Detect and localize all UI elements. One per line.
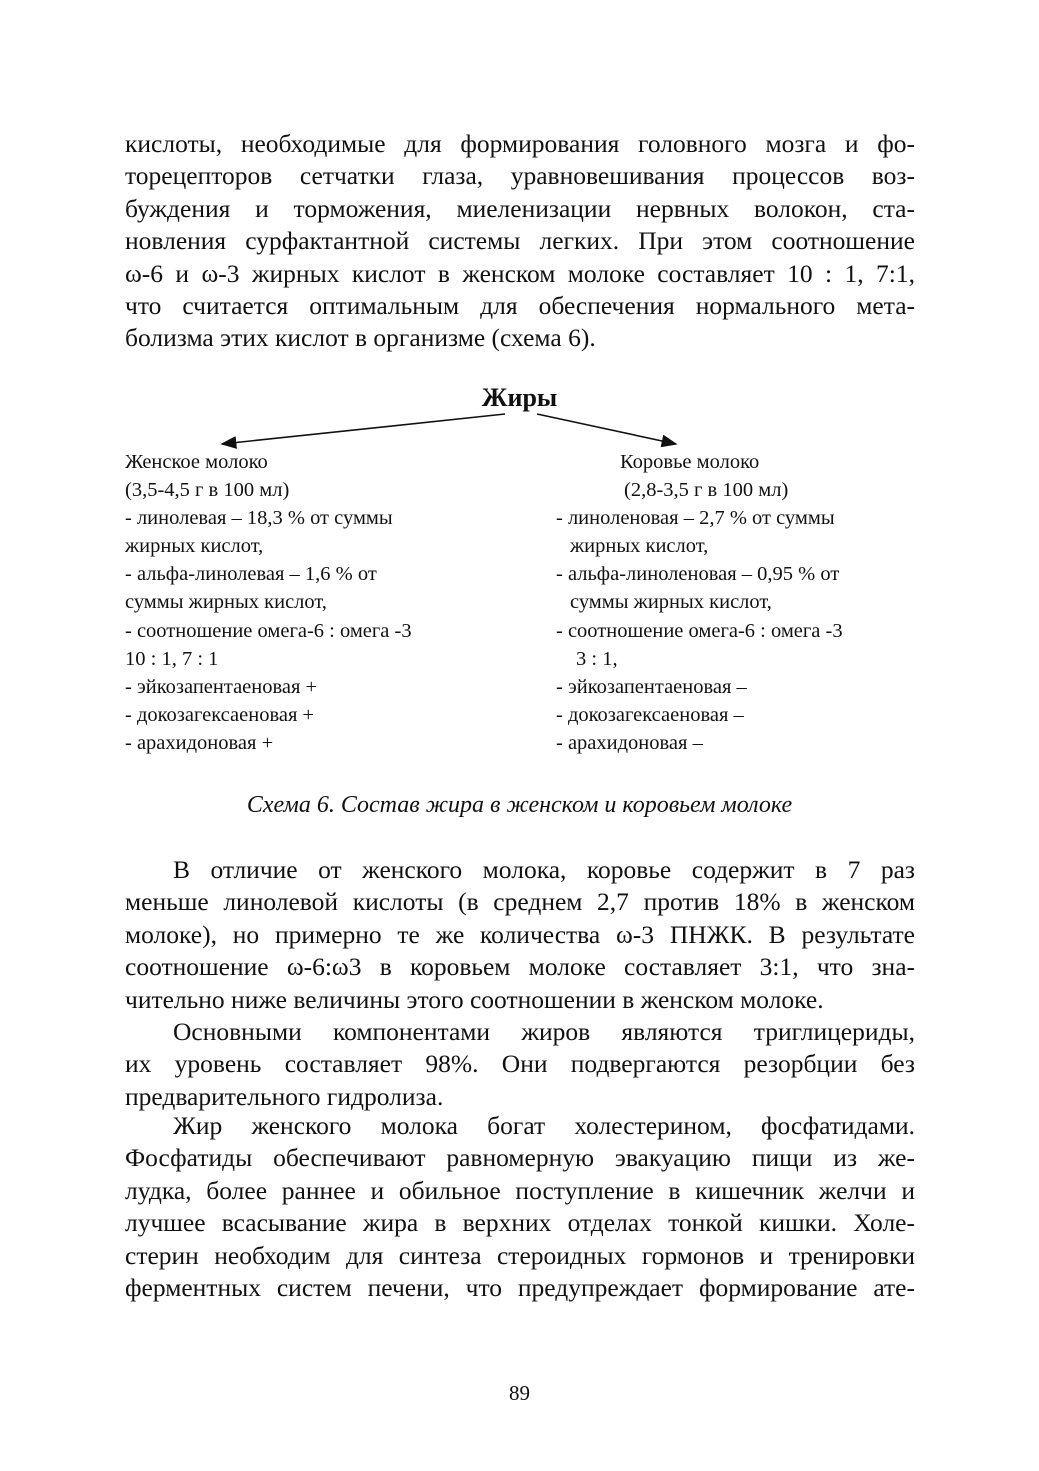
scheme-left-heading: Женское молоко (125, 451, 268, 473)
text-line: меньше линолевой кислоты (в среднем 2,7 против 18% в женском (125, 887, 915, 917)
scheme-left-line: жирных кислот, (125, 535, 264, 558)
scheme-left-line: 10 : 1, 7 : 1 (125, 647, 219, 670)
scheme-right-line: - линоленовая – 2,7 % от суммы (556, 507, 835, 530)
scheme-left-line: - эйкозапентаеновая + (125, 675, 318, 698)
text-line: В отличие от женского молока, коровье содержит в 7 раз (173, 855, 915, 884)
scheme-right-line: - докозагексаеновая – (556, 703, 744, 726)
body-paragraph (125, 1016, 915, 1113)
text-line: лудка, более раннее и обильное поступление в кишечник желчи и (125, 1175, 915, 1205)
scheme-left-line: - соотношение омега-6 : омега -3 (125, 619, 412, 642)
text-line: предварительного гидролиза. (125, 1081, 444, 1111)
scheme-right-line: - соотношение омега-6 : омега -3 (556, 619, 843, 642)
text-line: что считается оптимальным для обеспечения нормального мета- (125, 291, 915, 321)
text-line: Основными компонентами жиров являются триглицериды, (173, 1017, 915, 1046)
scheme-right-line: суммы жирных кислот, (570, 591, 772, 614)
text-line: буждения и торможения, миеленизации нервных волокон, ста- (125, 193, 915, 223)
scheme-caption: Схема 6. Состав жира в женском и коровьем молоке (246, 792, 793, 818)
scheme-left-line: - докозагексаеновая + (125, 703, 315, 726)
scheme-left-column (125, 448, 545, 757)
body-paragraph (125, 1110, 915, 1304)
scheme-left-line: - линолевая – 18,3 % от суммы (125, 507, 393, 530)
scheme-right-line: 3 : 1, (576, 647, 618, 670)
text-line: кислоты, необходимые для формирования головного мозга и фо- (125, 129, 915, 158)
text-line: соотношение ω-6:ω3 в коровьем молоке составляет 3:1, что зна- (125, 952, 915, 982)
scheme-left-line: - альфа-линолевая – 1,6 % от (125, 563, 377, 586)
text-line: ω-6 и ω-3 жирных кислот в женском молоке составляет 10 : 1, 7:1, (125, 258, 915, 288)
text-line: ферментных систем печени, что предупреждает формирование ате- (125, 1273, 915, 1303)
scheme-left-line: - арахидоновая + (125, 731, 274, 754)
intro-paragraph (125, 128, 915, 355)
text-line: болизма этих кислот в организме (схема 6). (125, 323, 596, 353)
scheme-right-line: - альфа-линоленовая – 0,95 % от (556, 563, 840, 586)
scheme-left-line: (3,5-4,5 г в 100 мл) (125, 479, 290, 502)
scheme-right-line: - арахидоновая – (556, 731, 703, 754)
body-paragraph (125, 854, 915, 1016)
page-number: 89 (509, 1381, 530, 1405)
scheme-right-heading: Коровье молоко (620, 451, 760, 473)
arrow-right (537, 414, 676, 444)
text-line: лучшее всасывание жира в верхних отделах тонкой кишки. Холе- (125, 1208, 915, 1238)
scheme-title: Жиры (481, 383, 558, 412)
text-line: чительно ниже величины этого соотношении в женском молоке. (125, 984, 824, 1014)
text-line: стерин необходим для синтеза стероидных гормонов и тренировки (125, 1240, 915, 1270)
text-line: молоке), но примерно те же количества ω-3 ПНЖК. В результате (125, 919, 915, 949)
scheme-left-line: суммы жирных кислот, (125, 591, 327, 614)
text-line: Жир женского молока богат холестерином, фосфатидами. (173, 1111, 915, 1140)
text-line: торецепторов сетчатки глаза, уравновешивания процессов воз- (125, 161, 915, 191)
scheme-right-line: жирных кислот, (570, 535, 709, 558)
scheme-right-line: - эйкозапентаеновая – (556, 675, 747, 698)
text-line: их уровень составляет 98%. Они подвергаются резорбции без (125, 1049, 915, 1079)
scheme-right-line: (2,8-3,5 г в 100 мл) (624, 479, 789, 502)
arrow-left (222, 414, 505, 444)
text-line: новления сурфактантной системы легких. При этом соотношение (125, 226, 915, 256)
scheme-right-column (556, 448, 956, 757)
text-line: Фосфатиды обеспечивают равномерную эвакуацию пищи из же- (125, 1143, 915, 1173)
